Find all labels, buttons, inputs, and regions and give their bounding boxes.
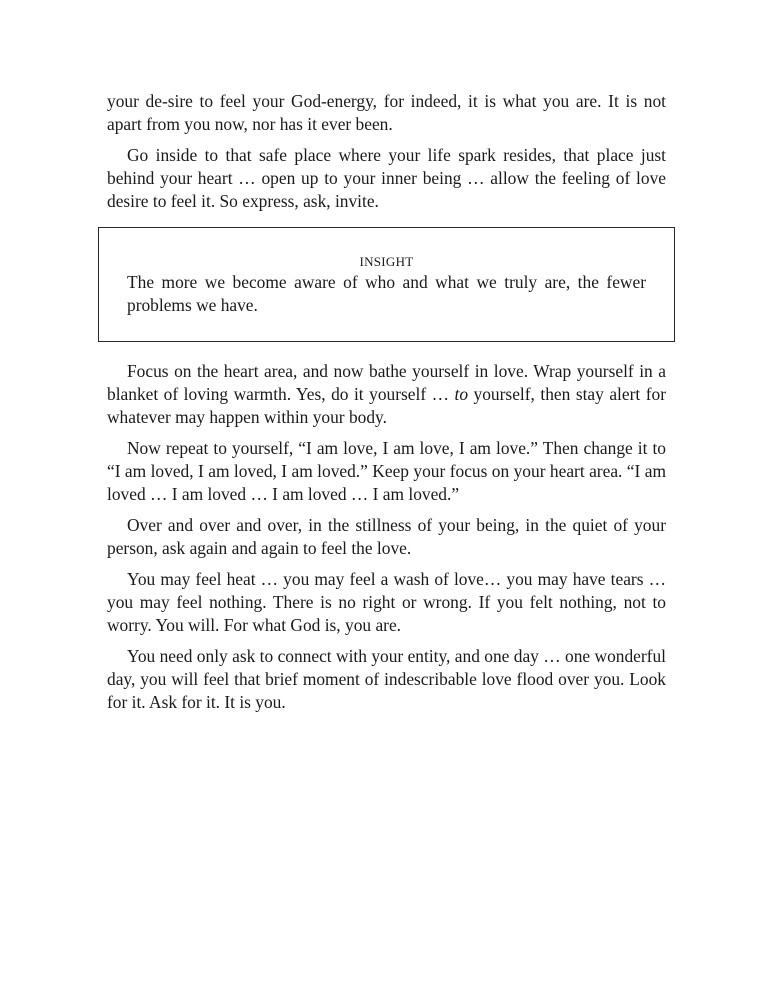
- paragraph: Now repeat to yourself, “I am love, I am love, I am love.” Then change it to “I am loved, I am loved, I am loved.” Keep your focus on your heart area. “I am loved … I am loved … I am loved … I am loved.”: [107, 438, 666, 504]
- insight-box: [98, 227, 675, 342]
- paragraph: [107, 360, 666, 429]
- paragraph-text: Focus on the heart area, and now bathe yourself in love. Wrap yourself in a blanket of loving warmth. Yes, do it yourself …: [107, 361, 666, 404]
- paragraph: your de-sire to feel your God-energy, for indeed, it is what you are. It is not apart from you now, nor has it ever been.: [107, 91, 666, 134]
- document-page: [107, 90, 666, 722]
- insight-label: INSIGHT: [359, 254, 414, 269]
- paragraph: You need only ask to connect with your entity, and one day … one wonderful day, you will feel that brief moment of indescribable love flood over you. Look for it. Ask for it. It is you.: [107, 646, 666, 712]
- insight-text: The more we become aware of who and what we truly are, the fewer problems we have.: [127, 272, 646, 315]
- emphasis-text: to: [454, 384, 469, 404]
- paragraph: Over and over and over, in the stillness of your being, in the quiet of your person, ask again and again to feel the love.: [107, 515, 666, 558]
- paragraph: You may feel heat … you may feel a wash of love… you may have tears … you may feel nothing. There is no right or wrong. If you felt nothing, not to worry. You will. For what God is, you are.: [107, 569, 666, 635]
- paragraph-text: yourself, then stay alert for whatever may happen within your body.: [107, 384, 666, 427]
- paragraph: Go inside to that safe place where your life spark resides, that place just behind your heart … open up to your inner being … allow the feeling of love desire to feel it. So express, ask, invite.: [107, 145, 666, 211]
